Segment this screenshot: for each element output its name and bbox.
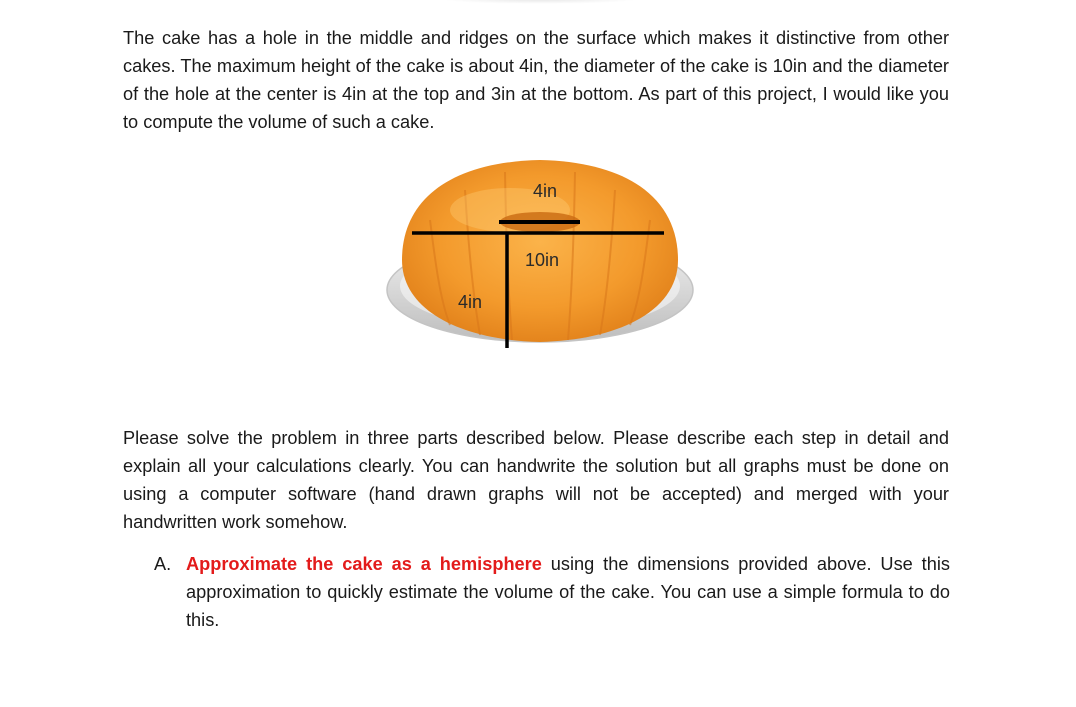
top-shadow [440,0,640,4]
list-marker: A. [154,554,172,574]
label-hole: 4in [533,181,558,201]
list-item [154,550,950,634]
part-a-emphasis: Approximate the cake as a hemisphere [186,554,542,574]
instructions-paragraph: Please solve the problem in three parts described below. Please describe each step in detail and explain all your calculations clearly. You can handwrite the solution but all graphs must be done on using a computer software (hand drawn graphs will not be accepted) and merged with your handwritten work somehow. [123,428,949,532]
cake-figure [380,150,700,360]
label-diameter: 10in [525,250,560,270]
intro-paragraph: The cake has a hole in the middle and ridges on the surface which makes it distinctive from other cakes. The maximum height of the cake is about 4in, the diameter of the cake is 10in and the diameter of the hole at the center is 4in at the top and 3in at the bottom. As part of this project, I would like you to compute the volume of such a cake. [123,28,949,132]
bundt-cake-illustration [380,150,700,360]
parts-list [154,550,950,634]
part-a-text: using the dimensions provided above. Use this approximation to quickly estimate the volume of the cake. You can use a simple formula to do this. [186,554,950,630]
label-height: 4in [458,292,483,312]
